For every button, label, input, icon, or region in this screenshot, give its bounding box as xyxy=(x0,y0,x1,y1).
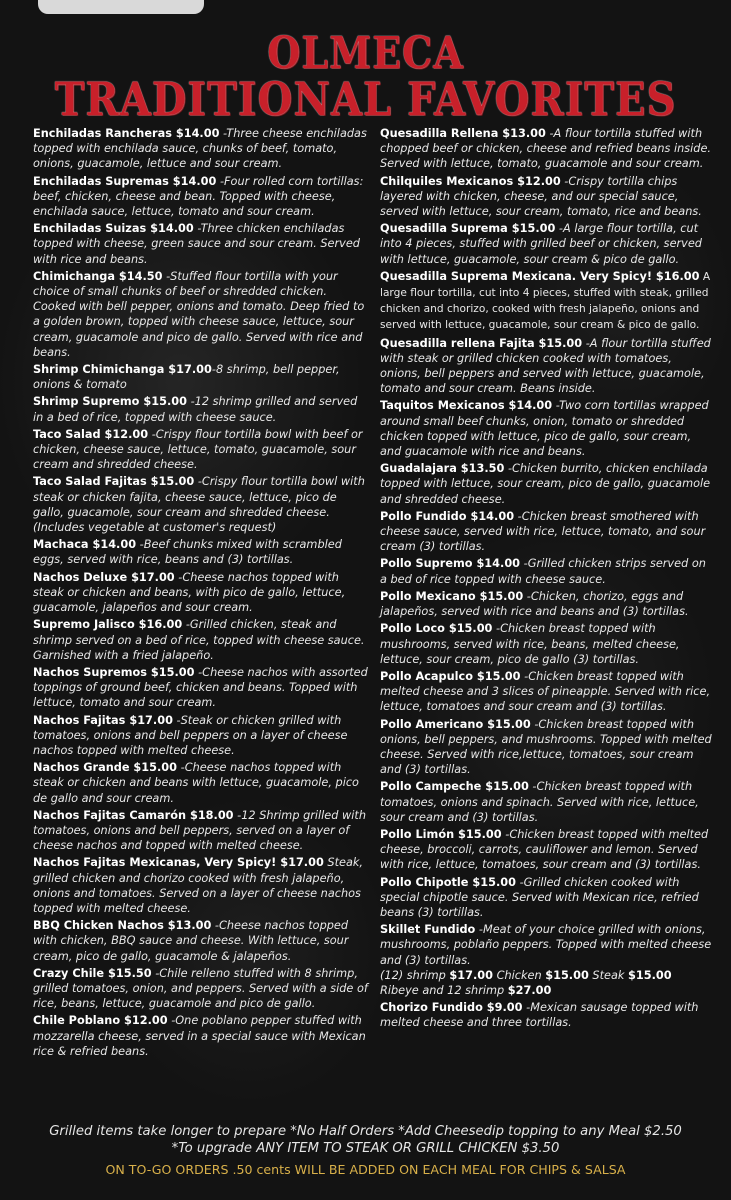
item-description: -Three chicken enchiladas topped with cheese, green sauce and sour cream. Served with rice and beans. xyxy=(33,222,360,266)
item-description: -A flour tortilla stuffed with chopped beef or chicken, cheese and refried beans inside. Served with lettuce, tomato, guacamole and sour cream. xyxy=(380,127,712,171)
price-option-label: Ribeye and 12 shrimp xyxy=(380,983,508,997)
price-value: $27.00 xyxy=(507,983,552,997)
item-name: Enchiladas Supremas $14.00 xyxy=(33,174,217,188)
menu-item xyxy=(380,621,712,667)
item-description: -Three cheese enchiladas topped with enchilada sauce, chunks of beef, tomato, onions, guacamole, lettuce and sour cream. xyxy=(33,127,367,171)
item-description: -Mexican sausage topped with melted cheese and three tortillas. xyxy=(380,1001,699,1030)
menu-item xyxy=(33,474,371,535)
item-name: Pollo Mexicano $15.00 xyxy=(380,589,524,603)
item-name: Nachos Fajitas Camarón $18.00 xyxy=(33,808,234,822)
item-description: -One poblano pepper stuffed with mozzarella cheese, served in a special sauce with Mexican rice & refried beans. xyxy=(33,1014,366,1058)
item-description: -12 Shrimp grilled with tomatoes, onions and bell peppers, served on a layer of cheese nachos and topped with melted cheese. xyxy=(33,808,366,853)
item-description: -Two corn tortillas wrapped around small beef chunks, onion, tomato or shredded chicken topped with lettuce, pico de gallo, sour cream, and guacamole with rice and beans. xyxy=(380,399,709,459)
item-description: -Grilled chicken, steak and shrimp served on a bed of rice, topped with cheese sauce. Garnished with a fried jalapeño. xyxy=(33,618,365,662)
item-name: Pollo Chipotle $15.00 xyxy=(380,875,516,889)
menu-item xyxy=(380,669,712,715)
menu-item xyxy=(33,362,371,392)
footer-upgrade-note: *To upgrade ANY ITEM TO STEAK OR GRILL CHICKEN $3.50 xyxy=(171,1141,560,1156)
menu-item xyxy=(380,398,712,459)
item-description: -Chicken breast smothered with cheese sauce, served with rice, lettuce, tomato, and sour cream (3) tortillas. xyxy=(380,509,706,554)
item-name: Pollo Campeche $15.00 xyxy=(380,780,529,794)
menu-item xyxy=(380,717,712,778)
item-name: Pollo Loco $15.00 xyxy=(380,622,493,636)
menu-item xyxy=(33,617,371,663)
item-name: Quesadilla Rellena $13.00 xyxy=(380,127,546,140)
menu-item xyxy=(33,126,371,172)
menu-item xyxy=(33,427,371,473)
item-name: Taco Salad Fajitas $15.00 xyxy=(33,475,195,489)
menu-item xyxy=(380,461,712,507)
item-description: -Stuffed flour tortilla with your choice of small chunks of beef or shredded chicken. Cooked with bell pepper, onions and tomato. Deep fried to a golden brown, topped with cheese sauce, lettuce, sour cream, guacamole and pico de gallo. Served with rice and beans. xyxy=(33,269,365,359)
item-description: A large flour tortilla, cut into 4 pieces, stuffed with steak, grilled chicken and chorizo, cooked with fresh jalapeño, onions and served with lettuce, guacamole, sour cream & pico de gallo. xyxy=(380,270,711,332)
item-name: Pollo Fundido $14.00 xyxy=(380,509,515,523)
menu-item xyxy=(33,394,371,424)
item-description: -Crispy tortilla chips layered with chicken, cheese, and our special sauce, served with lettuce, sour cream, tomato, rice and beans. xyxy=(380,174,702,219)
item-description: -Cheese nachos topped with steak or chicken and beans, with pico de gallo, lettuce, guacamole, jalapeños and sour cream. xyxy=(33,570,346,615)
skillet-price-line xyxy=(380,968,712,983)
item-description: -Meat of your choice grilled with onions, mushrooms, poblaño peppers. Topped with melted cheese and (3) tortillas. xyxy=(380,923,712,967)
item-name: Skillet Fundido xyxy=(380,923,476,937)
menu-item xyxy=(380,875,712,921)
item-name: Chile Poblano $12.00 xyxy=(33,1014,168,1028)
price-value: $15.00 xyxy=(628,968,672,982)
item-description: -Beef chunks mixed with scrambled eggs, served with rice, beans and (3) tortillas. xyxy=(33,538,342,567)
menu-title-line1: OLMECA xyxy=(267,26,464,79)
menu-item xyxy=(380,827,712,873)
item-description: -Grilled chicken cooked with special chipotle sauce. Served with Mexican rice, refried beans (3) tortillas. xyxy=(380,875,699,919)
item-name: Pollo Limón $15.00 xyxy=(380,827,502,841)
item-name: Shrimp Chimichanga $17.00 xyxy=(33,363,212,377)
menu-item xyxy=(33,1013,371,1059)
item-description: -Chicken breast topped with melted cheese, broccoli, carrots, cauliflower and lemon. Served with rice, lettuce, tomatoes, sour cream and (3) tortillas. xyxy=(380,827,709,872)
to-go-notice: ON TO-GO ORDERS .50 cents WILL BE ADDED ON EACH MEAL FOR CHIPS & SALSA xyxy=(105,1162,626,1177)
item-description: -Grilled chicken strips served on a bed of rice topped with cheese sauce. xyxy=(380,557,706,586)
menu-item xyxy=(33,537,371,567)
item-name: Shrimp Supremo $15.00 xyxy=(33,395,187,409)
item-description: -Cheese nachos topped with steak or chicken and beans with lettuce, guacamole, pico de gallo and sour cream. xyxy=(33,761,359,805)
item-description: -Crispy flour tortilla bowl with beef or chicken, cheese sauce, lettuce, tomato, guacamole, sour cream and shredded cheese. xyxy=(33,427,363,472)
item-name: Chilquiles Mexicanos $12.00 xyxy=(380,174,561,188)
item-description: -Chicken breast topped with mushrooms, served with rice, beans, melted cheese, lettuce, sour cream, pico de gallo (3) tortillas. xyxy=(380,622,680,666)
menu-item xyxy=(33,269,371,360)
top-tab xyxy=(38,0,204,14)
item-description: -Steak or chicken grilled with tomatoes, onions and bell peppers on a layer of cheese nachos topped with melted cheese. xyxy=(33,713,348,757)
item-description: -Cheese nachos topped with chicken, BBQ sauce and cheese. With lettuce, sour cream, pico de gallo, guacamole & jalapeños. xyxy=(33,919,349,963)
menu-item xyxy=(380,221,712,267)
item-name: BBQ Chicken Nachos $13.00 xyxy=(33,919,212,933)
left-menu-column xyxy=(33,126,371,1061)
item-name: Crazy Chile $15.50 xyxy=(33,966,152,980)
item-name: Pollo Acapulco $15.00 xyxy=(380,669,521,683)
item-description: -Crispy flour tortilla bowl with steak or chicken fajita, cheese sauce, lettuce, pico de gallo, guacamole, sour cream and shredded cheese. (Includes vegetable at customer's request) xyxy=(33,475,365,535)
item-description: -A large flour tortilla, cut into 4 pieces, stuffed with grilled beef or chicken, served with lettuce, guacamole, sour cream & pico de gallo. xyxy=(380,222,702,266)
item-description: -Four rolled corn tortillas: beef, chicken, cheese and bean. Topped with cheese, enchilada sauce, lettuce, tomato and sour cream. xyxy=(33,174,364,219)
item-name: Nachos Fajitas Mexicanas, Very Spicy! $17.00 xyxy=(33,856,324,870)
item-name: Pollo Americano $15.00 xyxy=(380,717,531,731)
menu-item xyxy=(33,174,371,220)
menu-item xyxy=(380,269,712,334)
item-name: Supremo Jalisco $16.00 xyxy=(33,618,183,632)
item-name: Guadalajara $13.50 xyxy=(380,462,505,476)
menu-item xyxy=(380,1000,712,1030)
item-name: Quesadilla rellena Fajita $15.00 xyxy=(380,336,583,350)
menu-item xyxy=(380,922,712,968)
item-name: Pollo Supremo $14.00 xyxy=(380,557,521,571)
item-name: Nachos Grande $15.00 xyxy=(33,761,178,775)
item-name: Chorizo Fundido $9.00 xyxy=(380,1001,523,1015)
menu-item xyxy=(33,918,371,964)
item-description: -12 shrimp grilled and served in a bed of rice, topped with cheese sauce. xyxy=(33,395,358,424)
menu-item xyxy=(33,665,371,711)
item-description: Steak, grilled chicken and chorizo cooked with fresh jalapeño, onions and tomatoes. Served on a layer of cheese nachos topped with melted cheese. xyxy=(33,856,364,915)
price-option-label: (12) shrimp xyxy=(380,968,450,982)
skillet-price-line xyxy=(380,983,712,998)
item-name: Nachos Deluxe $17.00 xyxy=(33,570,175,584)
menu-title-line2: TRADITIONAL FAVORITES xyxy=(54,72,677,127)
item-description: -Chicken breast topped with tomatoes, onions and spinach. Served with rice, lettuce, sour cream and (3) tortillas. xyxy=(380,780,699,824)
item-name: Nachos Fajitas $17.00 xyxy=(33,713,173,727)
item-description: -A flour tortilla stuffed with steak or grilled chicken cooked with tomatoes, onions, bell peppers and served with lettuce, guacamole, tomato and sour cream. Beans inside. xyxy=(380,336,711,396)
item-name: Machaca $14.00 xyxy=(33,538,137,552)
menu-item xyxy=(380,779,712,825)
menu-item xyxy=(33,808,371,854)
price-option-label: Chicken xyxy=(492,968,546,982)
item-description: -8 shrimp, bell pepper, onions & tomato xyxy=(33,363,340,392)
menu-item xyxy=(33,221,371,267)
item-description: -Cheese nachos with assorted toppings of ground beef, chicken and beans. Topped with lettuce, tomato and sour cream. xyxy=(33,665,368,710)
item-name: Enchiladas Suizas $14.00 xyxy=(33,222,194,236)
menu-item xyxy=(33,855,371,916)
item-description: -Chicken, chorizo, eggs and jalapeños, served with rice and beans and (3) tortillas. xyxy=(380,589,689,619)
menu-item xyxy=(380,126,712,172)
price-option-label: Steak xyxy=(588,968,629,982)
menu-item xyxy=(33,966,371,1012)
item-name: Chimichanga $14.50 xyxy=(33,269,163,283)
item-name: Quesadilla Suprema Mexicana. Very Spicy! $16.00 xyxy=(380,269,700,283)
item-name: Taquitos Mexicanos $14.00 xyxy=(380,399,553,413)
menu-item xyxy=(33,760,371,806)
price-value: $17.00 xyxy=(449,968,493,982)
menu-item xyxy=(380,174,712,220)
menu-item xyxy=(33,713,371,759)
item-name: Nachos Supremos $15.00 xyxy=(33,665,195,679)
menu-item xyxy=(33,570,371,616)
price-value: $15.00 xyxy=(545,968,589,982)
item-description: -Chicken breast topped with melted cheese and 3 slices of pineapple. Served with rice, lettuce, tomatoes and sour cream and (3) tortillas. xyxy=(380,669,711,714)
item-description: -Chicken burrito, chicken enchilada topped with lettuce, sour cream, pico de gallo, guacamole and shredded cheese. xyxy=(380,462,711,506)
menu-item xyxy=(380,589,712,619)
menu-item xyxy=(380,556,712,586)
item-description: -Chile relleno stuffed with 8 shrimp, grilled tomatoes, onion, and peppers. Served with a side of rice, beans, lettuce, guacamole and pico de gallo. xyxy=(33,966,368,1011)
footer-note: Grilled items take longer to prepare *No Half Orders *Add Cheesedip topping to any Meal $2.50 xyxy=(49,1124,682,1139)
menu-item xyxy=(380,336,712,397)
menu-item xyxy=(380,509,712,555)
item-name: Enchiladas Rancheras $14.00 xyxy=(33,127,220,140)
right-menu-column xyxy=(380,126,712,1033)
item-name: Taco Salad $12.00 xyxy=(33,427,149,441)
item-description: -Chicken breast topped with onions, bell peppers, and mushrooms. Topped with melted cheese. Served with rice,lettuce, tomatoes, sour cream and (3) tortillas. xyxy=(380,717,712,777)
item-name: Quesadilla Suprema $15.00 xyxy=(380,222,556,236)
